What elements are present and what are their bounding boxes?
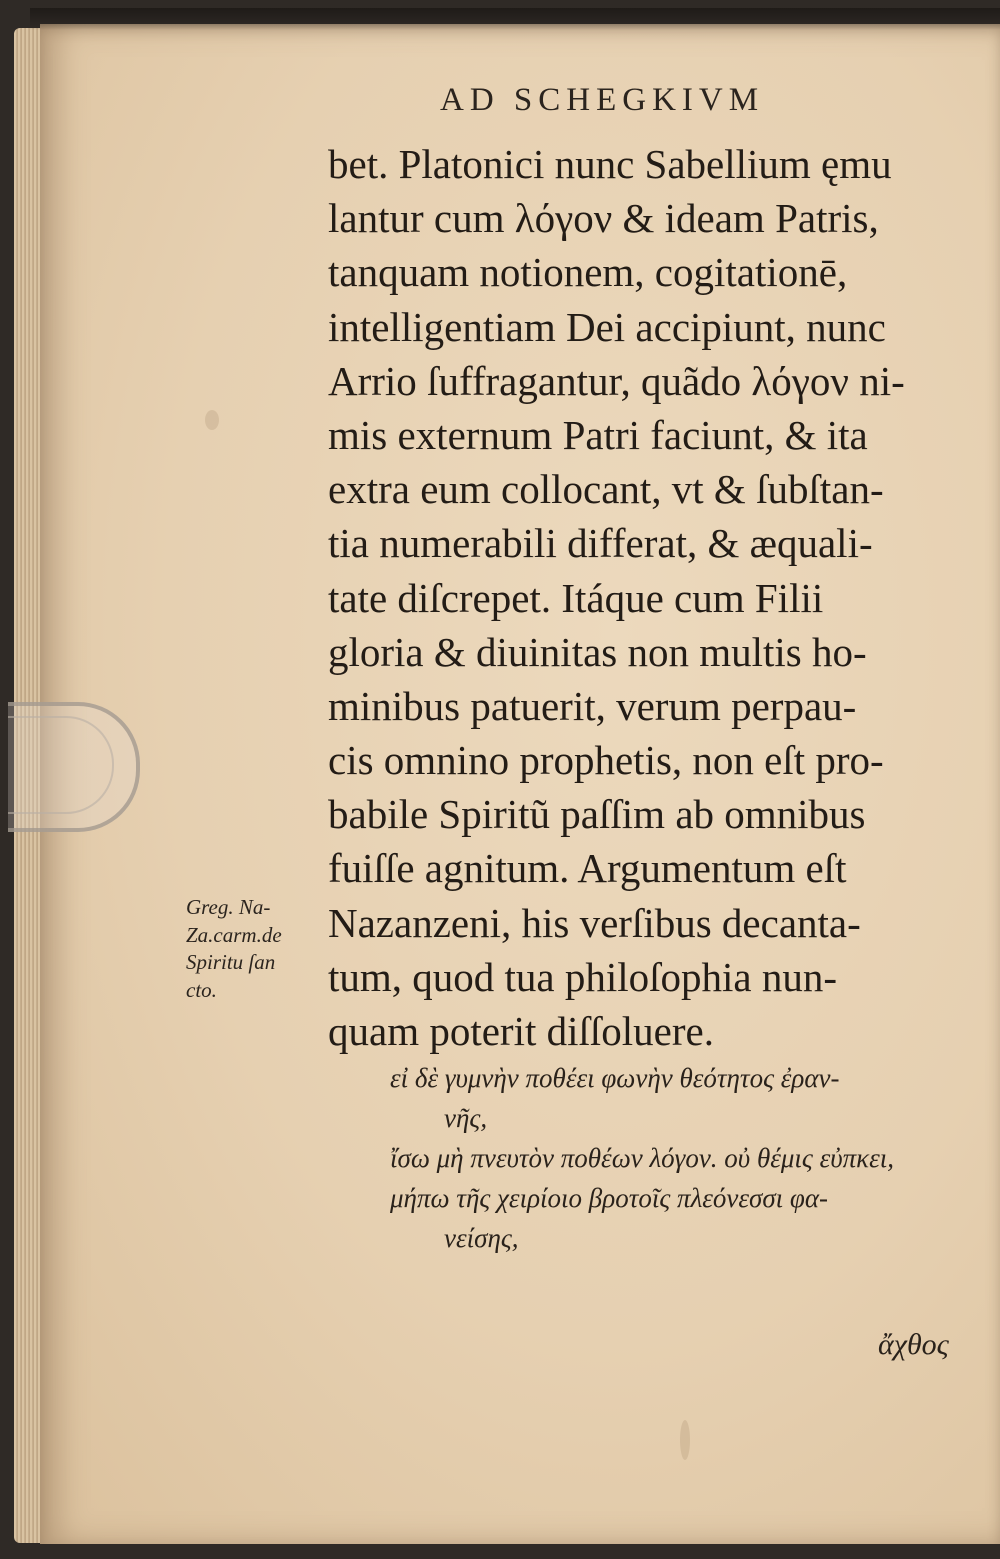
margin-note	[186, 894, 336, 1004]
body-line: gloria & diuinitas non multis ho-	[328, 628, 867, 675]
greek-line: μήπω τῆς χειρίοιο βροτοῖς πλεόνεσσι φα-	[390, 1183, 829, 1213]
greek-line: εἰ δὲ γυμνὴν ποθέει φωνὴν θεότητος ἐραν-	[390, 1063, 840, 1093]
body-line: lantur cum λόγον & ideam Patris,	[328, 195, 879, 242]
body-line: fuiſſe agnitum. Argumentum eſt	[328, 845, 847, 892]
top-shadow	[30, 8, 1000, 30]
greek-line-continuation: νῆς,	[444, 1103, 488, 1133]
body-line: tanquam notionem, cogitationē,	[328, 249, 848, 296]
body-line: minibus patuerit, verum perpau-	[328, 682, 857, 729]
body-line: tia numerabili differat, & æquali-	[328, 520, 873, 567]
body-line: quam poterit diſſoluere.	[328, 1008, 714, 1054]
greek-line-continuation: νείσης,	[444, 1223, 519, 1253]
greek-line: ἴσω μὴ πνευτὸν ποθέων λόγον. οὐ θέμις εὐπκει,	[390, 1143, 895, 1173]
page-clip-inner	[8, 716, 114, 814]
margin-note-line: cto.	[186, 977, 217, 1002]
body-text	[328, 137, 968, 1058]
catchword: ἄχθος	[878, 1328, 949, 1361]
body-line: tate diſcrepet. Itáque cum Filii	[328, 574, 824, 621]
margin-note-line: Za.carm.de	[186, 922, 282, 947]
body-line: babile Spiritũ paſſim ab omnibus	[328, 791, 866, 838]
paper-stain	[680, 1420, 690, 1460]
body-line: intelligentiam Dei accipiunt, nunc	[328, 303, 886, 350]
body-line: mis externum Patri faciunt, & ita	[328, 411, 868, 458]
body-line: bet. Platonici nunc Sabellium ęmu	[328, 141, 892, 187]
greek-verse	[390, 1058, 980, 1258]
paper-stain	[205, 410, 219, 430]
body-line: cis omnino prophetis, non eſt pro-	[328, 737, 884, 784]
body-line: extra eum collocant, vt & ſubſtan-	[328, 466, 884, 513]
margin-note-line: Greg. Na-	[186, 895, 271, 919]
running-head: AD SCHEGKIVM	[440, 82, 765, 118]
body-line: Nazanzeni, his verſibus decanta-	[328, 899, 861, 946]
body-line: Arrio ſuffragantur, quãdo λόγον ni-	[328, 357, 905, 404]
margin-note-line: Spiritu ſan	[186, 950, 276, 974]
body-line: tum, quod tua philoſophia nun-	[328, 953, 838, 1000]
